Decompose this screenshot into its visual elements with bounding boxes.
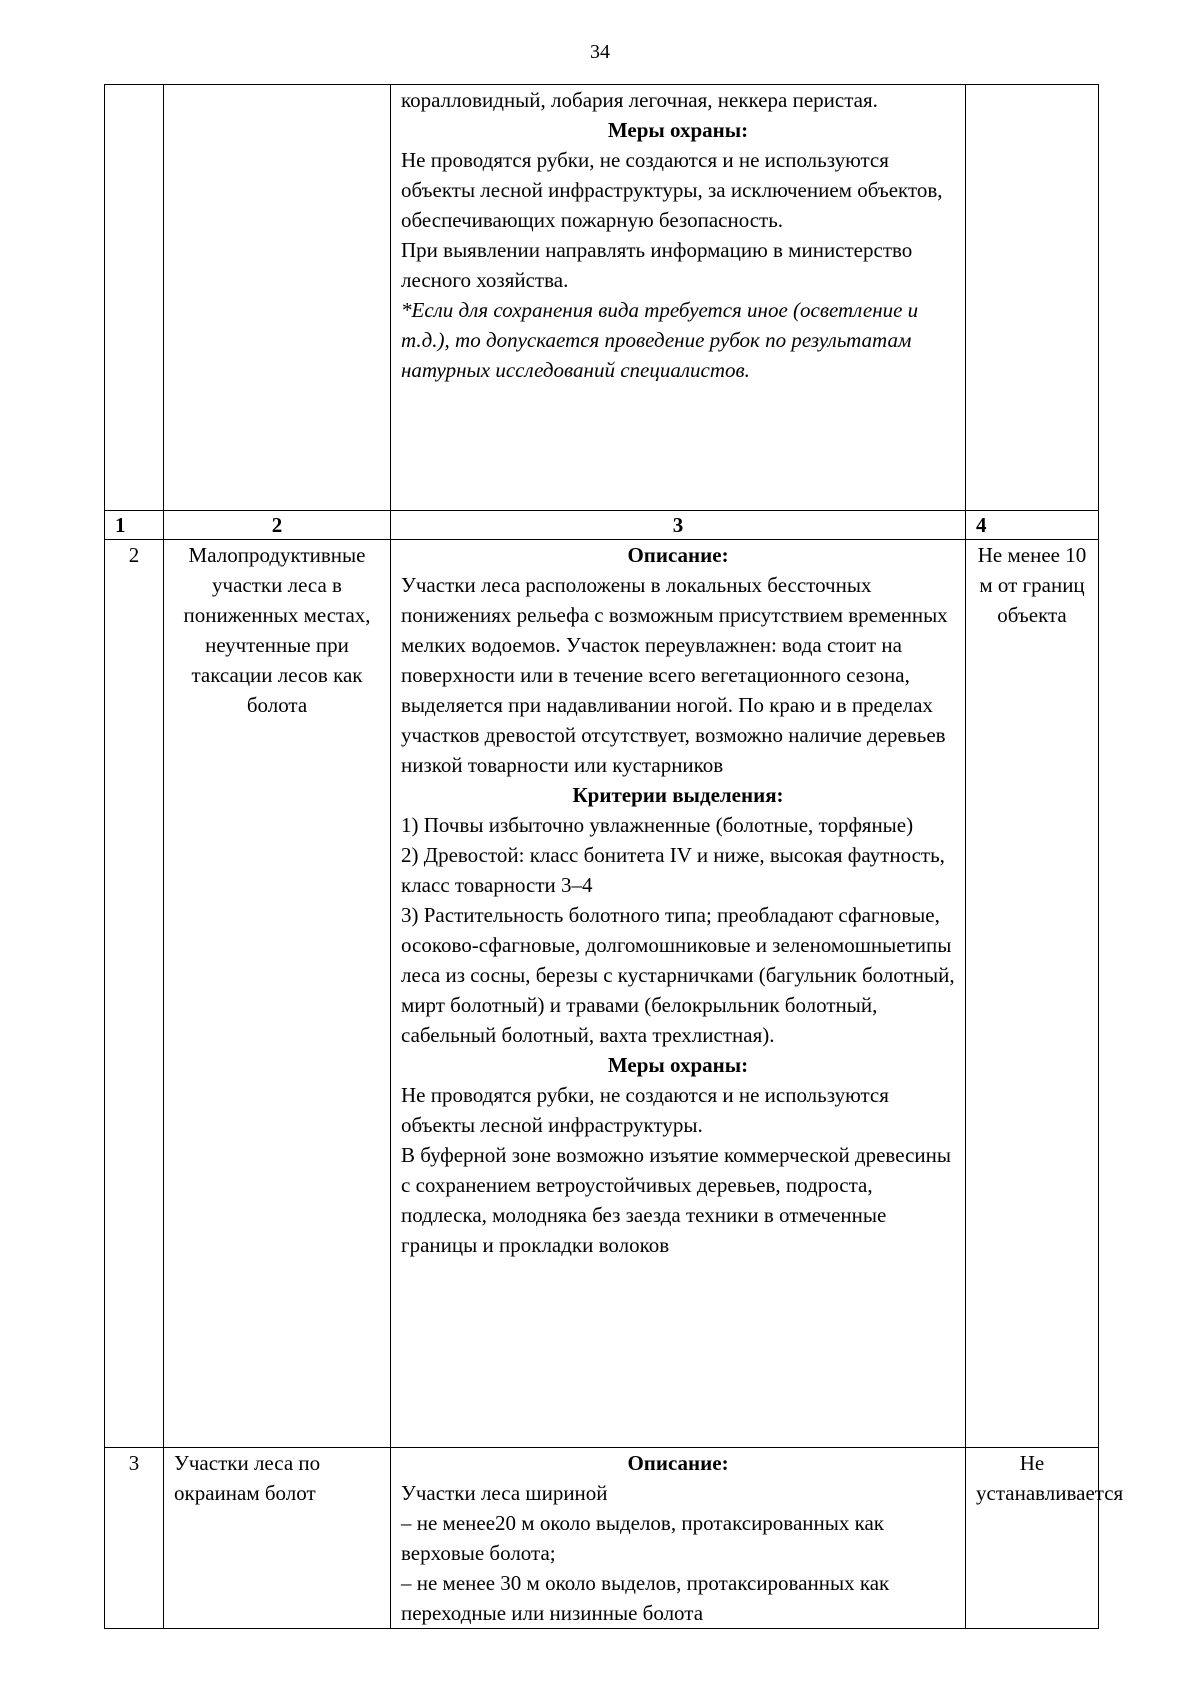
row-buffer: Не менее 10 м от границ объекта xyxy=(966,540,1099,1448)
column-number-4: 4 xyxy=(966,511,1099,540)
continued-description-cell xyxy=(391,85,966,511)
page-number: 34 xyxy=(590,41,610,63)
measures-text: Не проводятся рубки, не создаются и не используются объекты лесной инфраструктуры. xyxy=(401,1083,889,1137)
description-text: Участки леса расположены в локальных бессточных понижениях рельефа с возможным присутствием временных мелких водоемов. Участок переувлажнен: вода стоит на поверхности или в течение всего вегетационного сезона, выделяется при надавливании ногой. По краю и в пределах участков древостой отсутствует, возможно наличие деревьев низкой товарности или кустарников xyxy=(401,573,948,777)
criteria-heading: Критерии выделения: xyxy=(572,783,784,807)
criteria-item: 1) Почвы избыточно увлажненные (болотные, торфяные) xyxy=(401,813,914,837)
column-number-2: 2 xyxy=(164,511,391,540)
row-number: 2 xyxy=(105,540,164,1448)
description-line: – не менее 30 м около выделов, протаксированных как переходные или низинные болота xyxy=(401,1571,890,1625)
table-row xyxy=(105,1448,1099,1629)
measures-text-2: При выявлении направлять информацию в министерство лесного хозяйства. xyxy=(401,238,913,292)
column-number-1: 1 xyxy=(105,511,164,540)
row-description-cell xyxy=(391,540,966,1448)
criteria-item: 3) Растительность болотного типа; преобладают сфагновые, осоково-сфагновые, долгомошниковые и зеленомошныетипы леса из сосны, березы с кустарничками (багульник болотный, мирт болотный) и травами (белокрыльник болотный, сабельный болотный, вахта трехлистная). xyxy=(401,903,955,1047)
row-description-cell xyxy=(391,1448,966,1629)
protected-areas-table xyxy=(104,84,1124,1629)
row-number: 3 xyxy=(105,1448,164,1629)
column-number-3: 3 xyxy=(391,511,966,540)
continued-intro-text: коралловидный, лобария легочная, неккера перистая. xyxy=(401,88,878,112)
measures-heading: Меры охраны: xyxy=(607,1053,749,1077)
measures-text-1: Не проводятся рубки, не создаются и не используются объекты лесной инфраструктуры, за исключением объектов, обеспечивающих пожарную безопасность. xyxy=(401,148,943,232)
measures-text: В буферной зоне возможно изъятие коммерческой древесины с сохранением ветроустойчивых деревьев, подроста, подлеска, молодняка без заезда техники в отмеченные границы и прокладки волоков xyxy=(401,1143,951,1257)
note-text: *Если для сохранения вида требуется иное (осветление и т.д.), то допускается проведение рубок по результатам натурных исследований специалистов. xyxy=(401,298,919,382)
description-line: Участки леса шириной xyxy=(401,1481,608,1505)
column-number-row xyxy=(105,511,1099,540)
continued-name-cell xyxy=(164,85,391,511)
continued-buffer-cell xyxy=(966,85,1099,511)
table-row xyxy=(105,540,1099,1448)
row-name: Участки леса по окраинам болот xyxy=(164,1448,391,1629)
row-buffer: Не устанавливается xyxy=(966,1448,1099,1629)
description-line: – не менее20 м около выделов, протаксированных как верховые болота; xyxy=(401,1511,885,1565)
criteria-item: 2) Древостой: класс бонитета IV и ниже, высокая фаутность, класс товарности 3–4 xyxy=(401,843,945,897)
description-heading: Описание: xyxy=(627,1451,729,1475)
measures-heading: Меры охраны: xyxy=(607,118,749,142)
row-name: Малопродуктивные участки леса в пониженных местах, неучтенные при таксации лесов как болота xyxy=(164,540,391,1448)
table-row-continued xyxy=(105,85,1099,511)
continued-num-cell xyxy=(105,85,164,511)
description-heading: Описание: xyxy=(627,543,729,567)
